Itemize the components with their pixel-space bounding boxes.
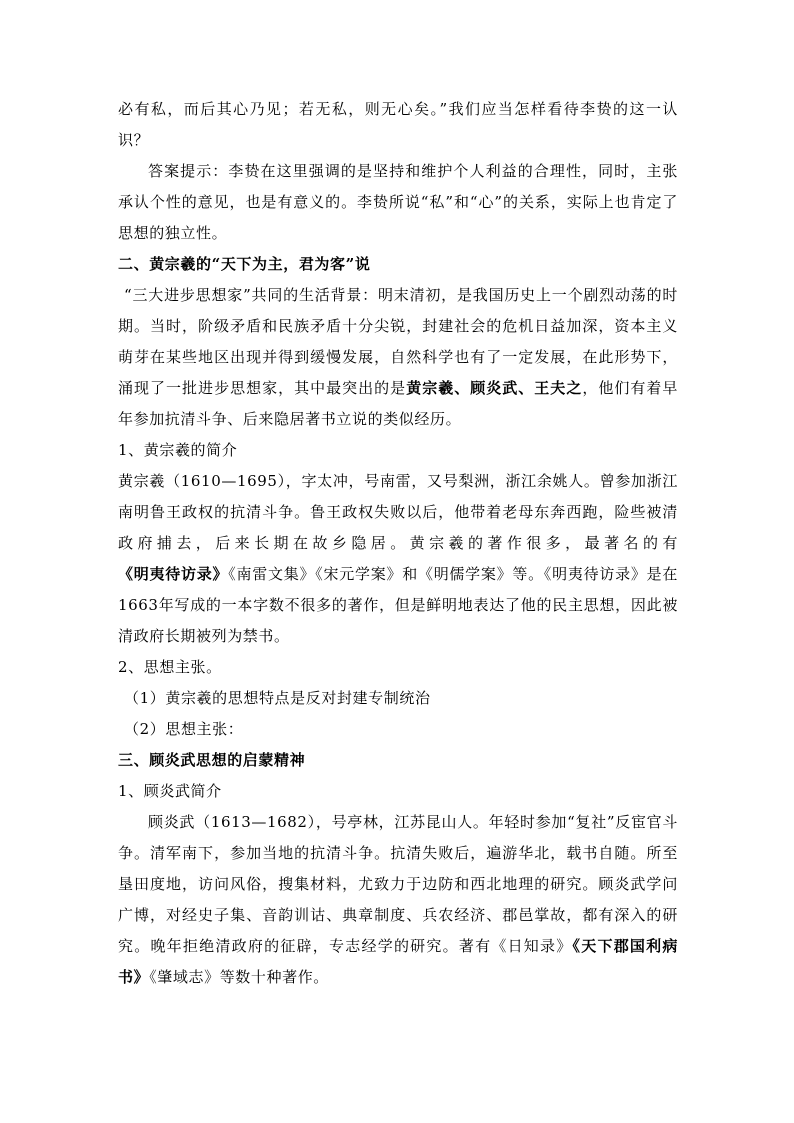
thinkers-names: 黄宗羲、顾炎武、王夫之 bbox=[406, 379, 583, 397]
paragraph-huang-bio bbox=[118, 466, 678, 652]
paragraph-background bbox=[118, 280, 678, 435]
paragraph-li-zhi-question: 必有私，而后其心乃见；若无私，则无心矣。”我们应当怎样看待李贽的这一认识？ bbox=[118, 100, 678, 149]
paragraph-gu-bio-text: 顾炎武（1613—1682），号亭林，江苏昆山人。年轻时参加“复社”反宦官斗争。清军南下，参加当地的抗清斗争。抗清失败后，遍游华北，载书自随。所至垦田度地，访问风俗，搜集材料，尤致力于边防和西北地理的研究。顾炎武学问广博，对经史子集、音韵训诂、典章制度、兵农经济、郡邑掌故，都有深入的研究。晚年拒绝清政府的征辟，专志经学的研究。著有《日知录》 bbox=[118, 813, 678, 955]
paragraph-gu-bio bbox=[118, 807, 678, 993]
point-1: （1）黄宗羲的思想特点是反对封建专制统治 bbox=[124, 689, 431, 707]
paragraph-background-tail: ，他们有着早年参加抗清斗争、后来隐居著书立说的类似经历。 bbox=[118, 379, 678, 428]
subheading-gu-intro: 1、顾炎武简介 bbox=[118, 782, 222, 800]
paragraph-gu-bio-tail: 《肇域志》等数十种著作。 bbox=[149, 968, 329, 986]
point-2: （2）思想主张： bbox=[124, 720, 244, 738]
book-title-tianxia: 《天下郡国利病书》 bbox=[118, 937, 678, 986]
book-title-mingyi: 《明夷待访录》 bbox=[118, 565, 229, 583]
paragraph-huang-bio-text: 黄宗羲（1610—1695），字太冲，号南雷，又号梨洲，浙江余姚人。曾参加浙江南明鲁王政权的抗清斗争。鲁王政权失败以后，他带着老母东奔西跑，险些被清政府捕去，后来长期在故乡隐居。黄宗羲的著作很多，最著名的有 bbox=[118, 472, 678, 552]
document-page bbox=[118, 0, 678, 993]
paragraph-background-text: “三大进步思想家”共同的生活背景：明末清初，是我国历史上一个剧烈动荡的时期。当时，阶级矛盾和民族矛盾十分尖锐，封建社会的危机日益加深，资本主义萌芽在某些地区出现并得到缓慢发展，自然科学也有了一定发展，在此形势下，涌现了一批进步思想家，其中最突出的是 bbox=[118, 286, 678, 397]
subheading-huang-intro: 1、黄宗羲的简介 bbox=[118, 441, 238, 459]
subheading-thought: 2、思想主张。 bbox=[118, 658, 222, 676]
paragraph-answer-hint: 答案提示：李贽在这里强调的是坚持和维护个人利益的合理性，同时，主张承认个性的意见，也是有意义的。李贽所说“私”和“心”的关系，实际上也肯定了思想的独立性。 bbox=[118, 162, 678, 242]
paragraph-huang-bio-tail: 《南雷文集》《宋元学案》和《明儒学案》等。《明夷待访录》是在1663年写成的一本字数不很多的著作，但是鲜明地表达了他的民主思想，因此被清政府长期被列为禁书。 bbox=[118, 565, 678, 645]
section-heading-gu-yanwu: 三、顾炎武思想的启蒙精神 bbox=[118, 751, 306, 769]
section-heading-huang-zongxi: 二、黄宗羲的“天下为主，君为客”说 bbox=[118, 255, 371, 273]
